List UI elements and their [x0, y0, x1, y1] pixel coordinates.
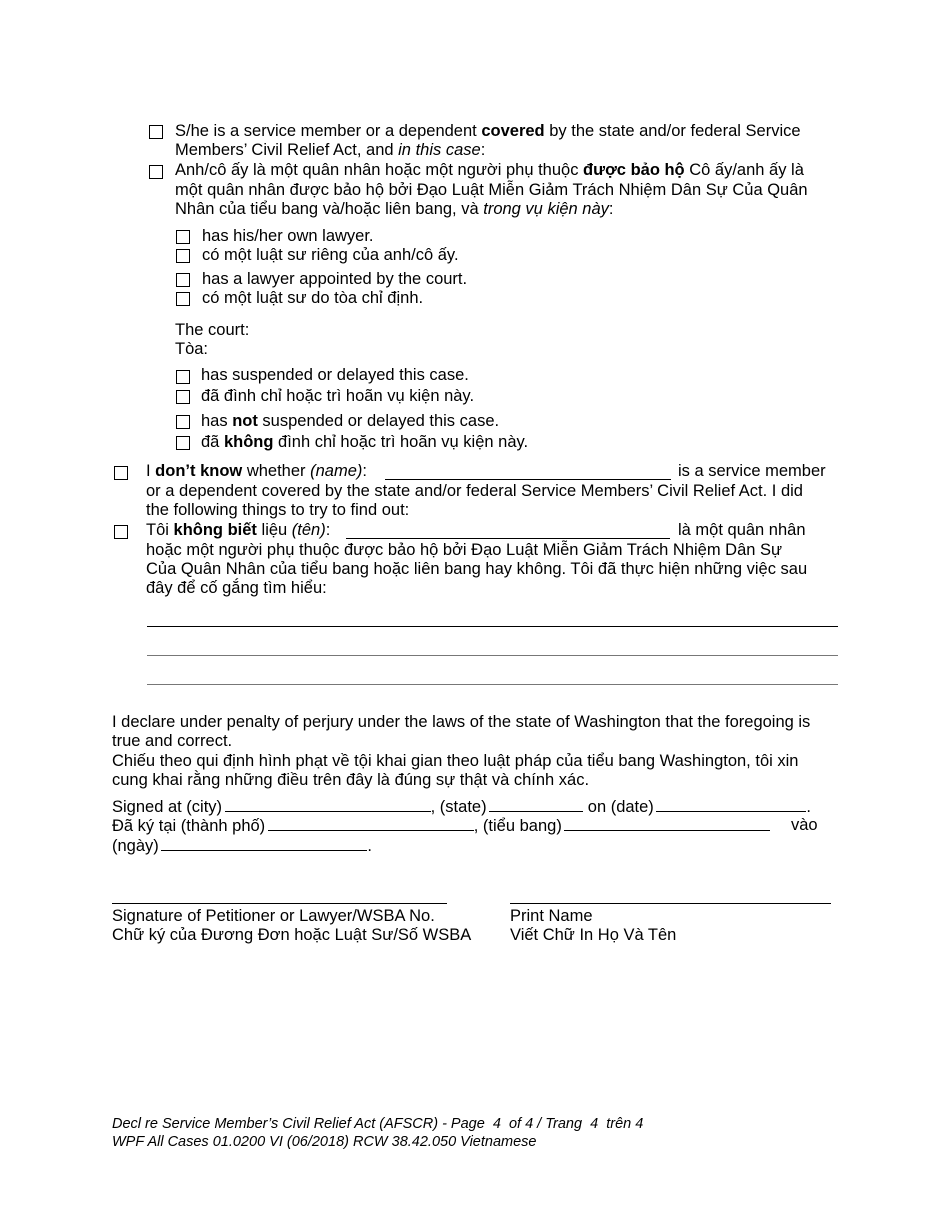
court-heading-vi: Tòa:: [175, 340, 209, 358]
covered-en-line2: Members’ Civil Relief Act, and in this case:: [175, 141, 486, 159]
city-field-vi[interactable]: [268, 816, 474, 831]
lawyer-option-label: has his/her own lawyer.: [202, 227, 374, 245]
date-field[interactable]: [656, 797, 806, 812]
dont-know-vi-line4: đây để cố gắng tìm hiểu:: [146, 579, 327, 597]
lawyer-option-label: có một luật sư riêng của anh/cô ấy.: [202, 246, 459, 264]
declare-line: cung khai rằng những điều trên đây là đúng sự thật và chính xác.: [112, 771, 590, 789]
dont-know-en-line2: or a dependent covered by the state and/or federal Service Members’ Civil Relief Act. I did: [146, 482, 803, 500]
declare-line: Chiếu theo qui định hình phạt về tội khai gian theo luật pháp của tiểu bang Washington, tôi xin: [112, 752, 799, 770]
declare-line: true and correct.: [112, 732, 233, 750]
city-field[interactable]: [225, 797, 431, 812]
dont-know-vi-post: là một quân nhân: [678, 521, 806, 539]
signature-line[interactable]: [112, 903, 447, 904]
explanation-line[interactable]: [147, 626, 838, 627]
name-field-vi[interactable]: [346, 525, 670, 539]
lawyer-option-checkbox[interactable]: [176, 292, 190, 306]
dont-know-vi-line2: hoặc một người phụ thuộc được bảo hộ bởi Đạo Luật Miễn Giảm Trách Nhiệm Dân Sự: [146, 541, 783, 559]
dont-know-vi-line3: Của Quân Nhân của tiểu bang hoặc liên bang hay không. Tôi đã thực hiện những việc sau: [146, 560, 808, 578]
signature-label-en: Signature of Petitioner or Lawyer/WSBA No.: [112, 907, 435, 925]
signed-day-line: (ngày) .: [112, 837, 372, 855]
dont-know-en-post: is a service member: [678, 462, 826, 480]
print-name-label-en: Print Name: [510, 907, 593, 925]
explanation-line[interactable]: [147, 684, 838, 685]
lawyer-option-label: has a lawyer appointed by the court.: [202, 270, 468, 288]
explanation-line[interactable]: [147, 655, 838, 656]
covered-en-line1: S/he is a service member or a dependent covered by the state and/or federal Service: [175, 122, 801, 140]
dont-know-vi-line1: Tôi không biết liệu (tên):: [146, 521, 331, 539]
lawyer-option-checkbox[interactable]: [176, 273, 190, 287]
court-option-checkbox[interactable]: [176, 390, 190, 404]
print-name-label-vi: Viết Chữ In Họ Và Tên: [510, 926, 677, 944]
state-field[interactable]: [489, 797, 583, 812]
covered-vi-checkbox[interactable]: [149, 165, 163, 179]
covered-checkbox[interactable]: [149, 125, 163, 139]
court-option-checkbox[interactable]: [176, 436, 190, 450]
dont-know-en-line1: I don’t know whether (name):: [146, 462, 367, 480]
covered-vi-line2: một quân nhân được bảo hộ bởi Đạo Luật Miễn Giảm Trách Nhiệm Dân Sự Của Quân: [175, 181, 808, 199]
name-field[interactable]: [385, 466, 671, 480]
signature-label-vi: Chữ ký của Đương Đơn hoặc Luật Sư/Số WSBA: [112, 926, 472, 944]
lawyer-option-label: có một luật sư do tòa chỉ định.: [202, 289, 424, 307]
day-field[interactable]: [161, 836, 367, 851]
footer-line1: Decl re Service Member’s Civil Relief Act (AFSCR) - Page 4 of 4 / Trang 4 trên 4: [112, 1116, 644, 1132]
court-option-label: has not suspended or delayed this case.: [201, 412, 500, 430]
lawyer-option-checkbox[interactable]: [176, 249, 190, 263]
dont-know-vi-checkbox[interactable]: [114, 525, 128, 539]
declare-line: I declare under penalty of perjury under the laws of the state of Washington that the foregoing is: [112, 713, 811, 731]
signed-at-vi-line: Đã ký tại (thành phố) , (tiểu bang): [112, 816, 770, 836]
dont-know-checkbox[interactable]: [114, 466, 128, 480]
print-name-line[interactable]: [510, 903, 831, 904]
covered-vi-line1: Anh/cô ấy là một quân nhân hoặc một người phụ thuộc được bảo hộ Cô ấy/anh ấy là: [175, 161, 804, 179]
court-option-label: đã đình chỉ hoặc trì hoãn vụ kiện này.: [201, 387, 475, 405]
court-option-label: has suspended or delayed this case.: [201, 366, 469, 384]
signed-at-vi-vao: vào: [791, 816, 818, 834]
court-option-checkbox[interactable]: [176, 370, 190, 384]
covered-vi-line3: Nhân của tiểu bang và/hoặc liên bang, và trong vụ kiện này:: [175, 200, 614, 218]
signed-at-line: Signed at (city) , (state) on (date) .: [112, 798, 811, 816]
court-option-label: đã không đình chỉ hoặc trì hoãn vụ kiện này.: [201, 433, 529, 451]
court-heading-en: The court:: [175, 321, 250, 339]
state-field-vi[interactable]: [564, 816, 770, 831]
footer-line2: WPF All Cases 01.0200 VI (06/2018) RCW 38.42.050 Vietnamese: [112, 1134, 537, 1150]
lawyer-option-checkbox[interactable]: [176, 230, 190, 244]
dont-know-en-line3: the following things to try to find out:: [146, 501, 410, 519]
court-option-checkbox[interactable]: [176, 415, 190, 429]
